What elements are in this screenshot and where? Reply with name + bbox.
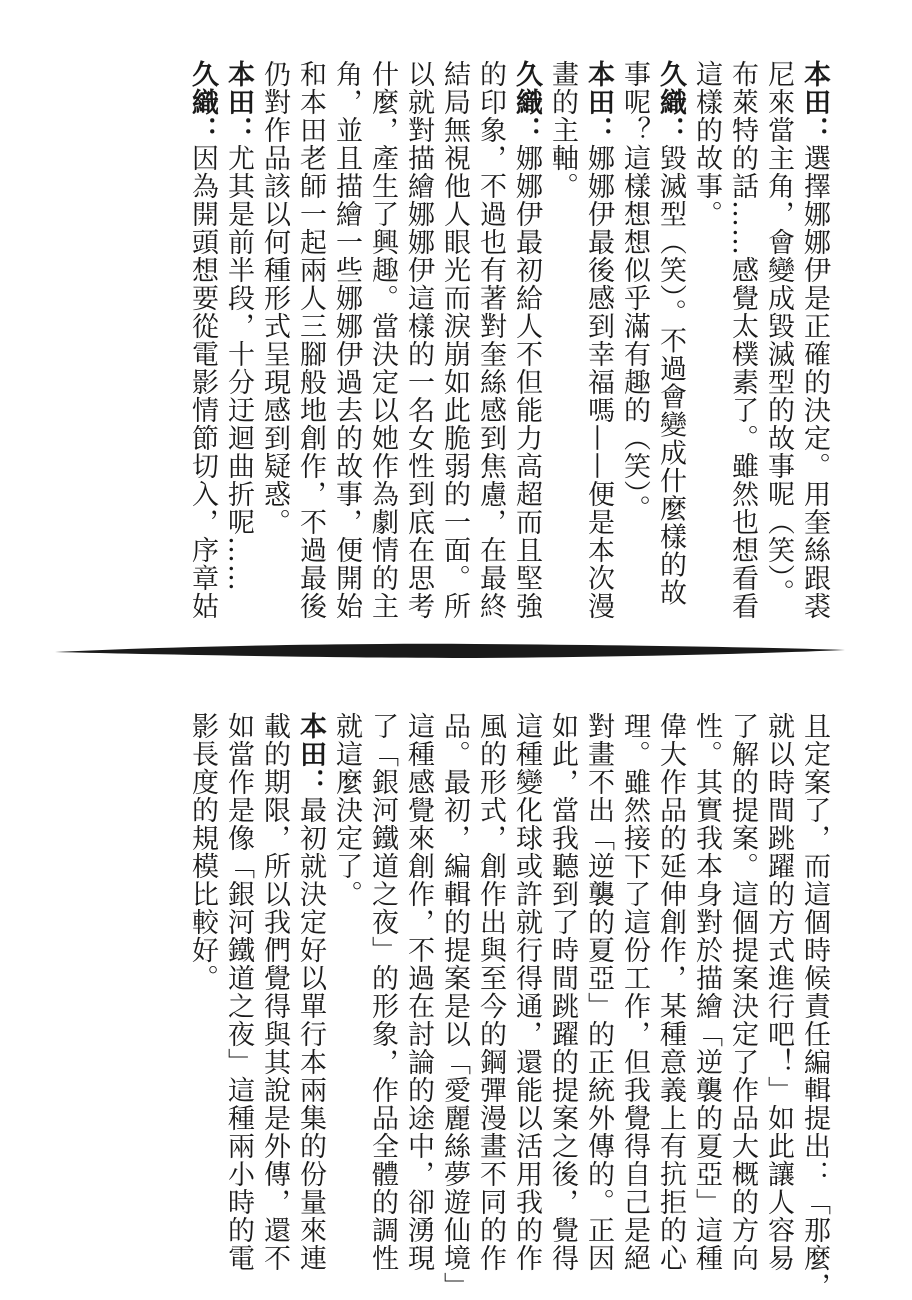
line-text: 畫的主軸。 <box>547 60 578 200</box>
text-line <box>400 712 436 1272</box>
line-text: 選擇娜娜伊是正確的決定。用奎絲跟裘 <box>799 144 830 620</box>
text-line <box>292 60 328 620</box>
brush-stroke-divider <box>55 640 845 662</box>
line-text: 的印象，不過也有著對奎絲感到焦慮，在最終 <box>475 60 506 620</box>
text-line <box>184 60 220 620</box>
line-text: 風的形式，創作出與至今的鋼彈漫畫不同的作 <box>475 712 506 1272</box>
speaker-label: 本田： <box>583 60 614 144</box>
line-text: 尤其是前半段，十分迂迴曲折呢…… <box>223 144 254 592</box>
line-text: 了解的提案。這個提案決定了作品大概的方向 <box>727 712 758 1272</box>
speaker-label: 久織： <box>187 60 218 144</box>
text-line <box>760 60 796 620</box>
text-line <box>688 712 724 1272</box>
line-text: 以就對描繪娜娜伊這樣的一名女性到底在思考 <box>403 60 434 620</box>
line-text: 結局無視他人眼光而淚崩如此脆弱的一面。所 <box>439 60 470 620</box>
text-line <box>796 60 832 620</box>
text-line <box>652 712 688 1272</box>
text-line <box>544 60 580 620</box>
line-text: 如當作是像「銀河鐵道之夜」這種兩小時的電 <box>223 712 254 1272</box>
text-line <box>760 712 796 1272</box>
interview-top-section <box>72 60 832 620</box>
text-line <box>688 60 724 620</box>
speaker-label: 久織： <box>655 60 686 144</box>
line-text: 毀滅型（笑）。不過會變成什麼樣的故 <box>655 144 686 607</box>
line-text: 品。最初，編輯的提案是以「愛麗絲夢遊仙境」 <box>439 712 470 1300</box>
speaker-label: 本田： <box>799 60 830 144</box>
line-text: 這樣的故事。 <box>691 60 722 228</box>
line-text: 偉大作品的延伸創作，某種意義上有抗拒的心 <box>655 712 686 1272</box>
text-line <box>364 60 400 620</box>
text-line <box>292 712 328 1272</box>
text-line <box>184 712 220 1252</box>
line-text: 仍對作品該以何種形式呈現感到疑惑。 <box>259 60 290 536</box>
text-line <box>400 60 436 620</box>
line-text: 和本田老師一起兩人三腳般地創作，不過最後 <box>295 60 326 620</box>
text-line <box>796 712 832 1300</box>
line-text: 就以時間跳躍的方式進行吧！」如此讓人容易 <box>763 712 794 1272</box>
text-line <box>256 60 292 620</box>
text-line <box>364 712 400 1272</box>
line-text: 布萊特的話……感覺太樸素了。雖然也想看看 <box>727 60 758 620</box>
text-line <box>652 60 688 620</box>
text-line <box>328 60 364 620</box>
line-text: 影長度的規模比較好。 <box>187 712 218 992</box>
line-text: 什麼，產生了興趣。當決定以她作為劇情的主 <box>367 60 398 620</box>
text-line <box>328 712 364 1252</box>
text-line <box>472 712 508 1272</box>
line-text: 最初就決定好以單行本兩集的份量來連 <box>295 796 326 1272</box>
speaker-label: 本田： <box>295 712 326 796</box>
line-text: 對畫不出「逆襲的夏亞」的正統外傳的。正因 <box>583 712 614 1272</box>
line-text: 載的期限，所以我們覺得與其說是外傳，還不 <box>259 712 290 1272</box>
text-line <box>544 712 580 1272</box>
text-line <box>616 712 652 1272</box>
interview-bottom-section <box>72 712 832 1300</box>
text-line <box>220 60 256 620</box>
line-text: 事呢？這樣想想似乎滿有趣的（笑）。 <box>619 60 650 523</box>
line-text: 娜娜伊最後感到幸福嗎——便是本次漫 <box>583 144 614 620</box>
line-text: 尼來當主角，會變成毀滅型的故事呢（笑）。 <box>763 60 794 607</box>
text-line <box>580 712 616 1272</box>
line-text: 理。雖然接下了這份工作，但我覺得自己是絕 <box>619 712 650 1272</box>
line-text: 如此，當我聽到了時間跳躍的提案之後，覺得 <box>547 712 578 1272</box>
line-text: 娜娜伊最初給人不但能力高超而且堅強 <box>511 144 542 620</box>
speaker-label: 久織： <box>511 60 542 144</box>
text-line <box>436 712 472 1300</box>
text-line <box>616 60 652 620</box>
speaker-label: 本田： <box>223 60 254 144</box>
text-line <box>508 712 544 1272</box>
line-text: 這種變化球或許就行得通，還能以活用我的作 <box>511 712 542 1272</box>
line-text: 性。其實我本身對於描繪「逆襲的夏亞」這種 <box>691 712 722 1272</box>
line-text: 這種感覺來創作，不過在討論的途中，卻湧現 <box>403 712 434 1272</box>
text-line <box>256 712 292 1272</box>
line-text: 且定案了，而這個時候責任編輯提出：「那麼， <box>799 712 830 1300</box>
text-line <box>724 712 760 1272</box>
text-line <box>436 60 472 620</box>
text-line <box>724 60 760 620</box>
line-text: 角，並且描繪一些娜娜伊過去的故事，便開始 <box>331 60 362 620</box>
line-text: 就這麼決定了。 <box>331 712 362 908</box>
text-line <box>472 60 508 620</box>
line-text: 因為開頭想要從電影情節切入，序章姑 <box>187 144 218 620</box>
text-line <box>220 712 256 1272</box>
text-line <box>580 60 616 620</box>
line-text: 了「銀河鐵道之夜」的形象，作品全體的調性 <box>367 712 398 1272</box>
text-line <box>508 60 544 620</box>
